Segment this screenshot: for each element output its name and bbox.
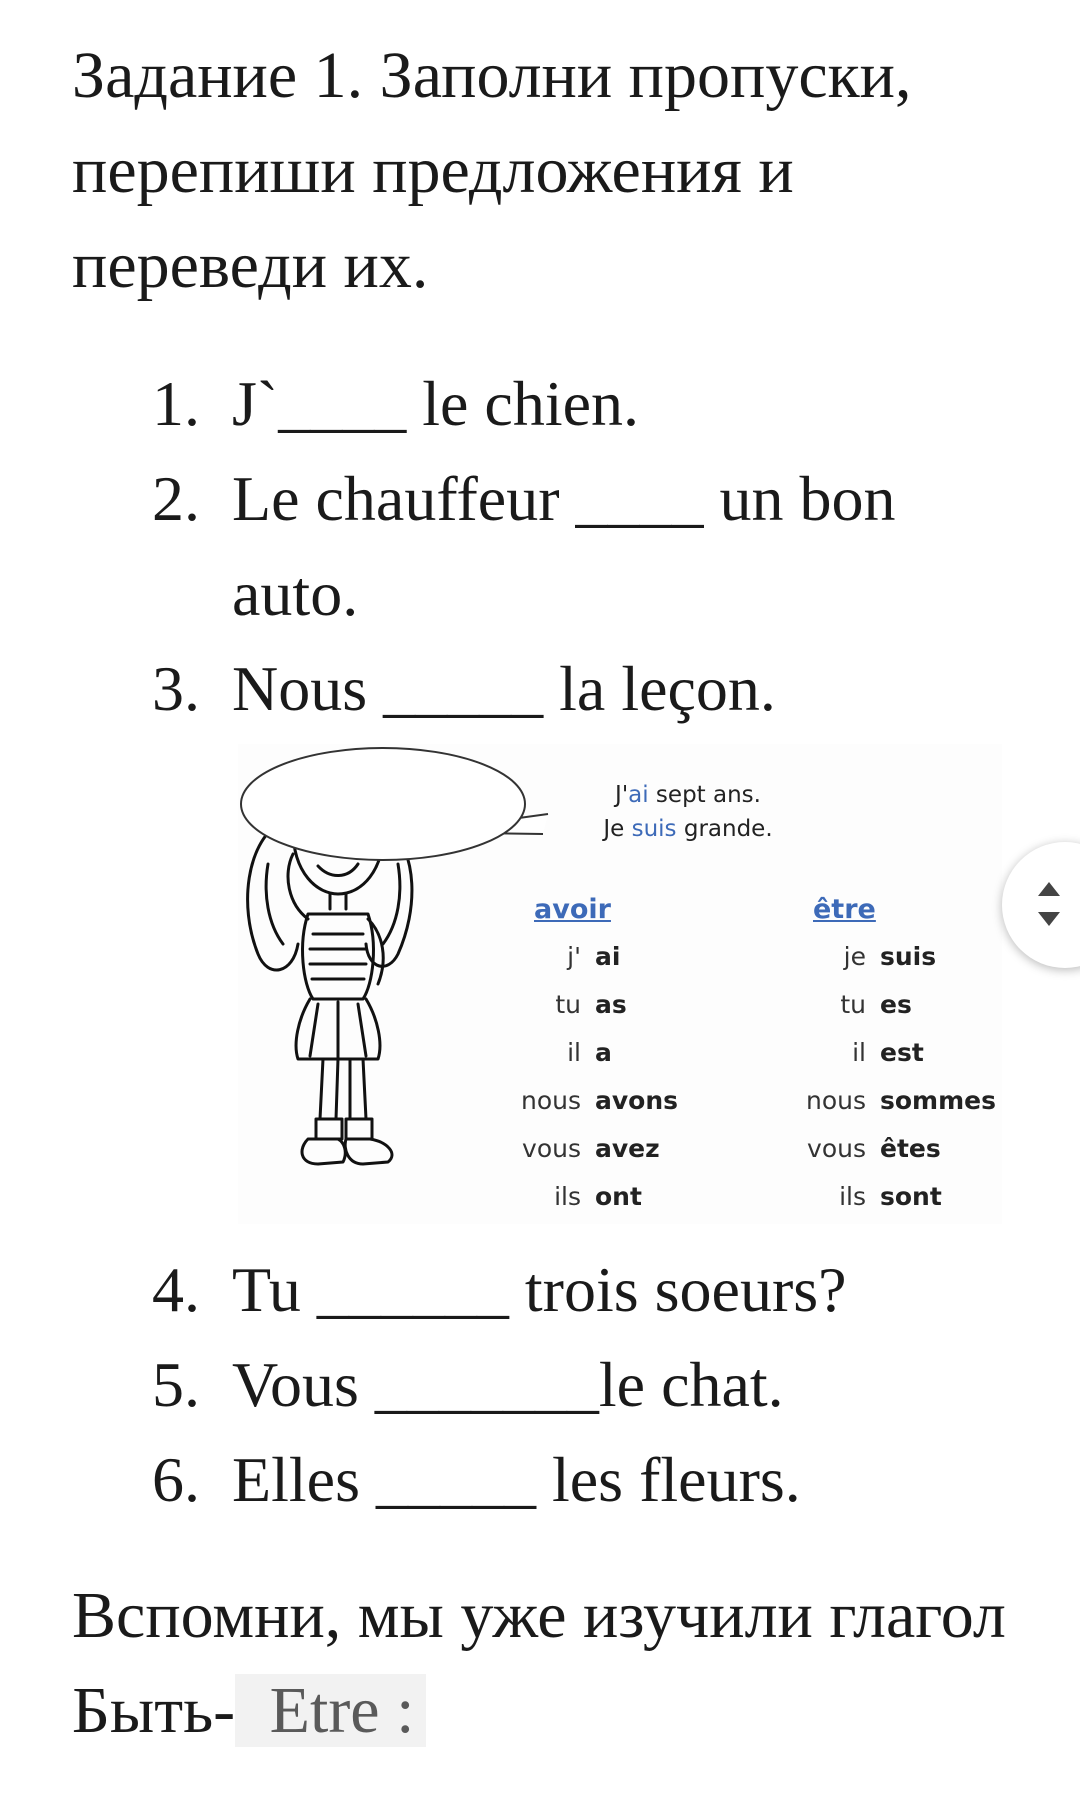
avoir-heading: avoir <box>534 894 611 925</box>
etre-conjugation <box>771 894 996 1224</box>
exercise-number: 6. <box>152 1444 200 1515</box>
exercise-text: Elles _____ les fleurs. <box>232 1444 801 1515</box>
speech-bubble-text <box>543 778 833 846</box>
exercise-item <box>0 356 1080 451</box>
exercise-text: Vous _______le chat. <box>232 1349 784 1420</box>
exercise-item <box>0 1337 1080 1432</box>
conjugation-row: vous avez <box>522 1134 660 1163</box>
avoir-conjugation <box>486 894 678 1224</box>
conjugation-row: il a <box>567 1038 612 1067</box>
conjugation-row: nous sommes <box>805 1086 996 1115</box>
exercise-number: 1. <box>152 368 200 439</box>
conjugation-row: il est <box>852 1038 924 1067</box>
conjugation-row: ils ont <box>554 1182 642 1211</box>
remember-text: Вспомни, мы уже изучили глагол Быть- <box>72 1579 1006 1747</box>
exercise-list-part1 <box>0 356 1080 736</box>
scroll-navigation-button[interactable] <box>1002 842 1080 968</box>
conjugation-row: ils sont <box>839 1182 942 1211</box>
task-title: Задание 1. Заполни пропуски, перепиши предложения и переведи их. <box>72 39 912 302</box>
conjugation-row: vous êtes <box>807 1134 941 1163</box>
exercise-item <box>0 1242 1080 1337</box>
exercise-text: Le chauffeur ____ un bon auto. <box>232 463 896 629</box>
exercise-item <box>0 641 1080 736</box>
exercise-item <box>0 1432 1080 1527</box>
remember-note <box>72 1568 1032 1758</box>
conjugation-row: j' ai <box>567 942 621 971</box>
chevron-up-icon <box>1038 882 1060 896</box>
conjugation-row: nous avons <box>520 1086 679 1115</box>
bubble-line-1: J'ai sept ans. <box>615 782 761 808</box>
exercise-text: Nous _____ la leçon. <box>232 653 776 724</box>
conjugation-row: je suis <box>843 942 937 971</box>
exercise-text: Tu ______ trois soeurs? <box>232 1254 847 1325</box>
exercise-number: 5. <box>152 1349 200 1420</box>
bubble-line-2: Je suis grande. <box>603 816 773 842</box>
exercise-list-part2 <box>0 1242 1080 1527</box>
exercise-text: J`____ le chien. <box>232 368 639 439</box>
etre-heading: être <box>813 894 876 925</box>
exercise-number: 4. <box>152 1254 200 1325</box>
exercise-item <box>0 451 1080 641</box>
exercise-number: 2. <box>152 463 200 534</box>
chevron-down-icon <box>1038 912 1060 926</box>
conjugation-row: tu es <box>840 990 912 1019</box>
conjugation-row: tu as <box>555 990 627 1019</box>
conjugation-figure <box>238 744 1002 1224</box>
exercise-number: 3. <box>152 653 200 724</box>
etre-highlight: Etre : <box>235 1674 426 1747</box>
speech-bubble <box>238 744 528 864</box>
